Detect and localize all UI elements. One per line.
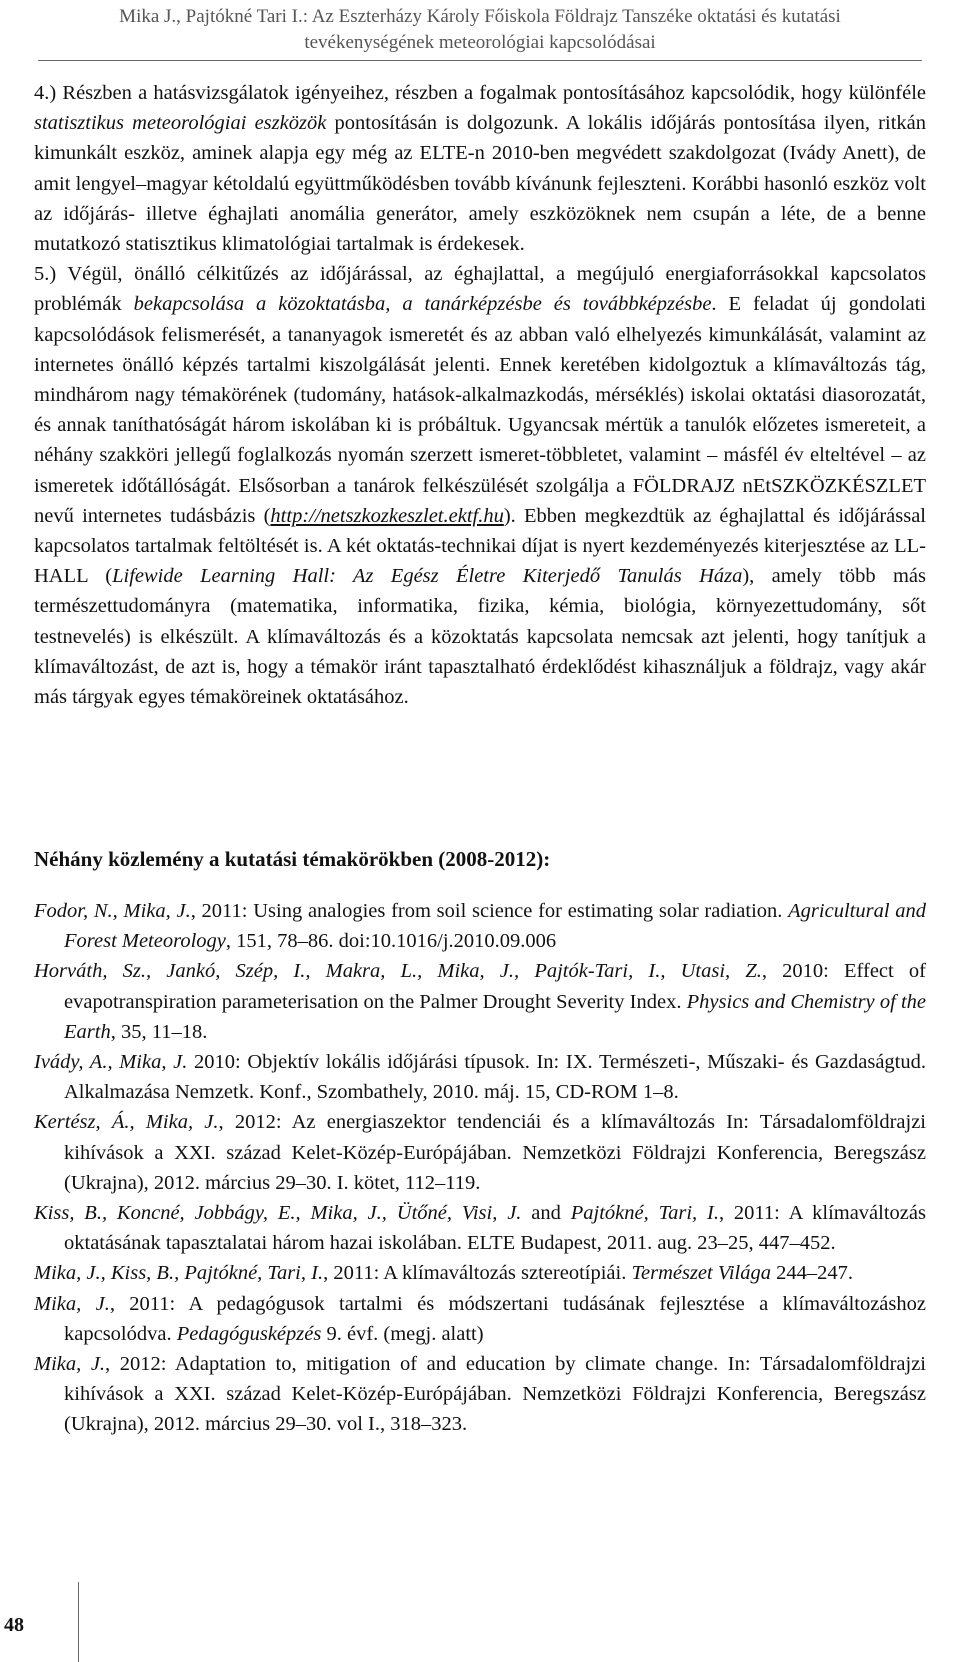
paragraph-5-text-d: ). Ebben megkezdtük az éghajlattal és időjárással kapcsolatos tartalmak feltöltését is. A két oktatás-technikai díjat is nyert kezdeményezés kiterjesztése az LL-HALL ( (34, 504, 926, 588)
reference-authors: Mika, J., Kiss, B., Pajtókné, Tari, I. (34, 1262, 324, 1285)
paragraph-5-emphasis-2: Lifewide Learning Hall: Az Egész Életre Kiterjedő Tanulás Háza (112, 565, 743, 588)
reference-item (34, 1289, 926, 1349)
reference-journal: Pedagógusképzés (176, 1322, 322, 1345)
reference-text-end: 244–247. (771, 1262, 853, 1285)
reference-item (34, 1258, 926, 1288)
reference-authors: Kertész, Á., Mika, J. (34, 1111, 219, 1134)
reference-authors: Ivády, A., Mika, J. (34, 1051, 188, 1074)
reference-text: , 2011: Using analogies from soil science for estimating solar radiation. (190, 900, 789, 922)
paragraph-5-text-f: ), amely több más természettudományra (matematika, informatika, fizika, kémia, biológia, környezettudomány, sőt testnevelés) is elkészült. A klímaváltozás és a közoktatás kapcsolata nemcsak azt jelenti, hogy tanítjuk a klímaváltozást, de azt is, hogy a témakör iránt tapasztalható érdeklődést kihasználjuk a földrajz, vagy akár más tárgyak egyes témaköreinek oktatásához. (34, 565, 926, 709)
reference-authors: Fodor, N., Mika, J. (34, 900, 191, 922)
reference-text: 2010: Objektív lokális időjárási típusok. In: IX. Természeti-, Műszaki- és Gazdaságtud. Alkalmazása Nemzetk. Konf., Szombathely, 2010. máj. 15, CD-ROM 1–8. (64, 1051, 926, 1104)
reference-text-end: , 151, 78–86. doi:10.1016/j.2010.09.006 (225, 930, 557, 953)
publications-heading: Néhány közlemény a kutatási témakörökben (2008-2012): (34, 847, 551, 871)
reference-text: , 2011: A klímaváltozás oktatásának tapasztalatai három hazai iskolában. ELTE Budapest, 2011. aug. 23–25, 447–452. (64, 1202, 926, 1255)
reference-authors-2: Pajtókné, Tari, I. (570, 1202, 719, 1225)
paragraph-4-text-a: 4.) Részben a hatásvizsgálatok igényeihez, részben a fogalmak pontosításához kapcsolódik, hogy különféle (34, 82, 926, 104)
reference-text: , 2011: A pedagógusok tartalmi és módszertani tudásának fejlesztése a klímaváltozáshoz kapcsolódva. (64, 1292, 926, 1345)
reference-text: , 2010: Effect of evapotranspiration parameterisation on the Palmer Drought Severity Index. (64, 960, 926, 1013)
paragraph-5-text-a: 5.) Végül, önálló célkitűzés az időjárással, az éghajlattal, a megújuló energiaforrásokkal kapcsolatos problémák (34, 263, 926, 316)
reference-authors: Mika, J. (34, 1353, 106, 1376)
paragraph-4-emphasis: statisztikus meteorológiai eszközök (34, 112, 327, 135)
reference-text-end: , 35, 11–18. (110, 1020, 208, 1043)
reference-text: , 2012: Adaptation to, mitigation of and education by climate change. In: Társadalomföldrajzi kihívások a XXI. század Kelet-Közép-Európájában. Nemzetközi Földrajzi Konferencia, Beregszász (Ukrajna), 2012. március 29–30. vol I., 318–323. (64, 1353, 926, 1436)
reference-authors: Mika, J. (34, 1292, 110, 1315)
publications-list (34, 896, 926, 1440)
paragraph-4 (34, 78, 926, 259)
reference-text: , 2012: Az energiaszektor tendenciái és a klímaváltozás In: Társadalomföldrajzi kihívások a XXI. század Kelet-Közép-Európájában. Nemzetközi Földrajzi Konferencia, Beregszász (Ukrajna), 2012. március 29–30. I. kötet, 112–119. (64, 1111, 926, 1194)
header-divider (38, 60, 922, 61)
reference-text: , 2011: A klímaváltozás sztereotípiái. (323, 1262, 632, 1285)
reference-item (34, 1107, 926, 1198)
paragraph-5-emphasis: bekapcsolása a közoktatásba, a tanárképzésbe és továbbképzésbe (133, 293, 712, 316)
reference-authors: Horváth, Sz., Jankó, Szép, I., Makra, L., Mika, J., Pajtók-Tari, I., Utasi, Z. (34, 960, 762, 983)
reference-item (34, 1047, 926, 1107)
running-header-line-1: Mika J., Pajtókné Tari I.: Az Eszterházy Károly Főiskola Földrajz Tanszéke oktatási és kutatási (119, 6, 841, 27)
reference-journal: Természet Világa (631, 1262, 771, 1285)
reference-journal: Agricultural and Forest Meteorology (64, 900, 926, 953)
reference-item (34, 1198, 926, 1258)
page-number-divider (78, 1582, 79, 1662)
reference-authors: Kiss, B., Koncné, Jobbágy, E., Mika, J., Ütőné, Visi, J. (34, 1202, 522, 1225)
paragraph-5 (34, 259, 926, 712)
paragraph-4-text-c: pontosításán is dolgozunk. A lokális időjárás pontosítása ilyen, ritkán kimunkált eszköz, aminek alapja egy még az ELTE-n 2010-ben megvédett szakdolgozat (Ivády Anett), de amit lengyel–magyar kétoldalú együttműködésben tovább kívánunk fejleszteni. Korábbi hasonló eszköz volt az időjárás- illetve éghajlati anomália generátor, amely eszközöknek nem csupán a léte, de a benne mutatkozó statisztikus klimatológiai tartalmak is érdekesek. (34, 112, 926, 256)
knowledge-base-link[interactable]: http://netszkozkeszlet.ektf.hu (270, 504, 504, 527)
reference-journal: Physics and Chemistry of the Earth (64, 990, 927, 1043)
running-header-line-2: tevékenységének meteorológiai kapcsolódásai (304, 32, 656, 53)
page-number: 48 (4, 1614, 24, 1636)
reference-item (34, 896, 926, 956)
paragraph-5-text-c: . E feladat új gondolati kapcsolódások felismerését, a tananyagok ismeretét és az abban való elhelyezés kimunkálását, valamint az internetes önálló képzés tartalmi kiszolgálását jelenti. Ennek keretében kidolgoztuk a klímaváltozás tág, mindhárom nagy témakörének (tudomány, hatások-alkalmazkodás, mérséklés) iskolai oktatási diasorozatát, és annak taníthatóságát három iskolában ki is próbáltuk. Ugyancsak mértük a tanulók előzetes ismereteit, a néhány szakköri jellegű foglalkozás nyomán szerzett ismeret-többletet, valamint – másfél év elteltével – az ismeretek időtállóságát. Elsősorban a tanárok felkészülését szolgálja a FÖLDRAJZ nEtSZKÖZKÉSZLET nevű internetes tudásbázis ( (34, 293, 926, 527)
reference-text-end: 9. évf. (megj. alatt) (321, 1322, 484, 1345)
running-header (0, 4, 960, 56)
reference-conjunction: and (521, 1202, 571, 1225)
body-text (34, 78, 926, 712)
reference-item (34, 1349, 926, 1440)
reference-item (34, 956, 926, 1047)
